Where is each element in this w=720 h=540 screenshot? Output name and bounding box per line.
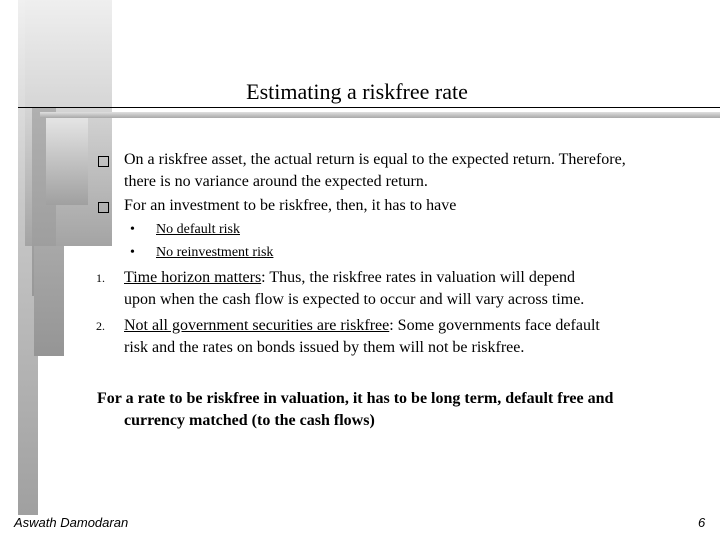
decor-block	[34, 246, 64, 356]
bullet-text: there is no variance around the expected return.	[124, 173, 428, 190]
conclusion-text: currency matched (to the cash flows)	[124, 412, 375, 429]
dot-bullet-icon: •	[130, 222, 135, 237]
bullet-text: For an investment to be riskfree, then, it has to have	[124, 197, 457, 214]
numbered-text: upon when the cash flow is expected to occur and will vary across time.	[124, 291, 585, 308]
sub-bullet-text: No default risk	[156, 222, 240, 237]
numbered-text: risk and the rates on bonds issued by them will not be riskfree.	[124, 339, 525, 356]
bullet-text: On a riskfree asset, the actual return is equal to the expected return. Therefore,	[124, 151, 626, 168]
numbered-text: Time horizon matters: Thus, the riskfree rates in valuation will depend	[124, 269, 576, 286]
slide-title: Estimating a riskfree rate	[246, 79, 468, 104]
list-number: 1.	[96, 271, 105, 285]
square-bullet-icon	[98, 202, 109, 213]
numbered-text: Not all government securities are riskfree: Some governments face default	[124, 317, 600, 334]
decor-block	[46, 116, 88, 205]
title-rule	[18, 107, 720, 108]
sub-bullet-text: No reinvestment risk	[156, 245, 274, 260]
page-number: 6	[698, 515, 706, 530]
footer-author: Aswath Damodaran	[14, 515, 129, 530]
square-bullet-icon	[98, 156, 109, 167]
dot-bullet-icon: •	[130, 245, 135, 260]
title-bar	[40, 112, 720, 118]
conclusion-text: For a rate to be riskfree in valuation, it has to be long term, default free and	[97, 390, 614, 407]
list-number: 2.	[96, 319, 105, 333]
